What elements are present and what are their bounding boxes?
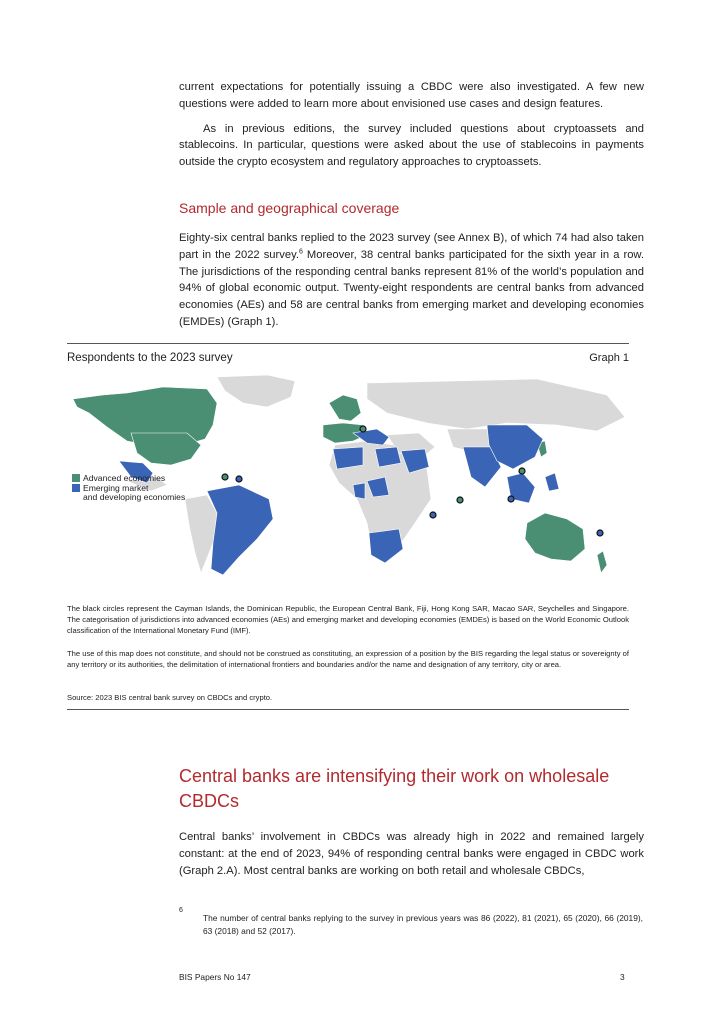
section-heading-sample: Sample and geographical coverage: [179, 200, 400, 216]
marker-macao: [508, 496, 514, 502]
south-america-east-shape: [207, 485, 273, 575]
marker-ecb: [360, 426, 366, 432]
section1-text-a: Eighty-six central banks replied to the 2023 survey (see Annex B), of which 74 had also taken part in the 2022 survey.: [179, 232, 644, 261]
graph-number: Graph 1: [589, 352, 629, 364]
marker-fiji: [597, 530, 603, 536]
north-africa-east-shape: [375, 447, 401, 467]
graph-top-rule: [67, 343, 629, 344]
graph-note-1: The black circles represent the Cayman Islands, the Dominican Republic, the European Central Bank, Fiji, Hong Kong SAR, Macao SAR, Seychelles and Singapore. The categorisation of jurisdictions into advanced economies (AEs) and emerging market and developing economies (EMDEs) is based on the World Economic Outlook classification of the International Monetary Fund (IMF).: [67, 604, 629, 635]
section1-block: [179, 230, 644, 331]
greenland-shape: [217, 375, 295, 407]
graph-note-2: The use of this map does not constitute, and should not be construed as constituting, an expression of a position by the BIS regarding the legal status or sovereignty of any territory or its authorities, the delimitation of international frontiers and boundaries and/or the name and designation of any territory, city or area.: [67, 649, 629, 669]
intro-paragraph-2: As in previous editions, the survey included questions about cryptoassets and stablecoins. In particular, questions were asked about the use of stablecoins in payments outside the crypto ecosystem and regulatory approaches to cryptoassets.: [179, 122, 644, 169]
graph-source: Source: 2023 BIS central bank survey on CBDCs and crypto.: [67, 693, 273, 702]
marker-seychelles: [430, 512, 436, 518]
marker-singapore: [457, 497, 463, 503]
marker-hong-kong: [519, 468, 525, 474]
legend-swatch-ae: [72, 474, 80, 482]
legend-item-emde: [72, 484, 185, 502]
intro-paragraph-1: current expectations for potentially issuing a CBDC were also investigated. A few new questions were added to learn more about envisioned use cases and design features.: [179, 81, 644, 110]
section1-text-b: Moreover, 38 central banks participated for the sixth year in a row. The jurisdictions of the responding central banks represent 81% of the world’s population and 94% of global economic output. Twenty-eight respondents are central banks from advanced economies (AEs) and 58 are central banks from emerging market and developing economies (EMDEs) (Graph 1).: [179, 248, 645, 328]
marker-dominican-republic: [236, 476, 242, 482]
nordics-shape: [329, 395, 361, 421]
australia-shape: [525, 513, 585, 561]
philippines-shape: [545, 473, 559, 491]
north-africa-west-shape: [333, 447, 363, 469]
footer-publication: BIS Papers No 147: [179, 972, 251, 982]
legend-label-ae: Advanced economies: [83, 473, 166, 483]
legend-label-emde-line2: and developing economies: [83, 492, 186, 502]
south-africa-shape: [369, 529, 403, 563]
section1-paragraph: [179, 230, 644, 331]
marker-cayman-islands: [222, 474, 228, 480]
footer-page-number: 3: [620, 972, 625, 982]
section-heading-wholesale: Central banks are intensifying their work on wholesale CBDCs: [179, 766, 610, 811]
central-africa-shape: [353, 483, 365, 499]
section2-paragraph: Central banks’ involvement in CBDCs was already high in 2022 and remained largely constant: at the end of 2023, 94% of responding central banks were engaged in CBDC work (Graph 2.A). Most central banks are working on both retail and wholesale CBDCs,: [179, 831, 644, 877]
legend-label-emde: [83, 484, 185, 502]
intro-block: [179, 79, 644, 171]
legend-label-emde-line1: Emerging market: [83, 483, 149, 493]
section2-block: [179, 829, 644, 879]
graph-title: Respondents to the 2023 survey: [67, 352, 233, 364]
map-legend: [72, 474, 185, 503]
russia-shape: [367, 379, 625, 431]
footnote-text: The number of central banks replying to the survey in previous years was 86 (2022), 81 (2021), 65 (2020), 66 (2019), 63 (2018) and 52 (2017).: [203, 913, 643, 936]
new-zealand-shape: [597, 551, 607, 573]
graph-bottom-rule: [67, 709, 629, 710]
footnote-ref[interactable]: 6: [298, 248, 303, 256]
legend-swatch-emde: [72, 484, 80, 492]
usa-shape: [131, 433, 201, 465]
legend-item-ae: [72, 474, 185, 483]
